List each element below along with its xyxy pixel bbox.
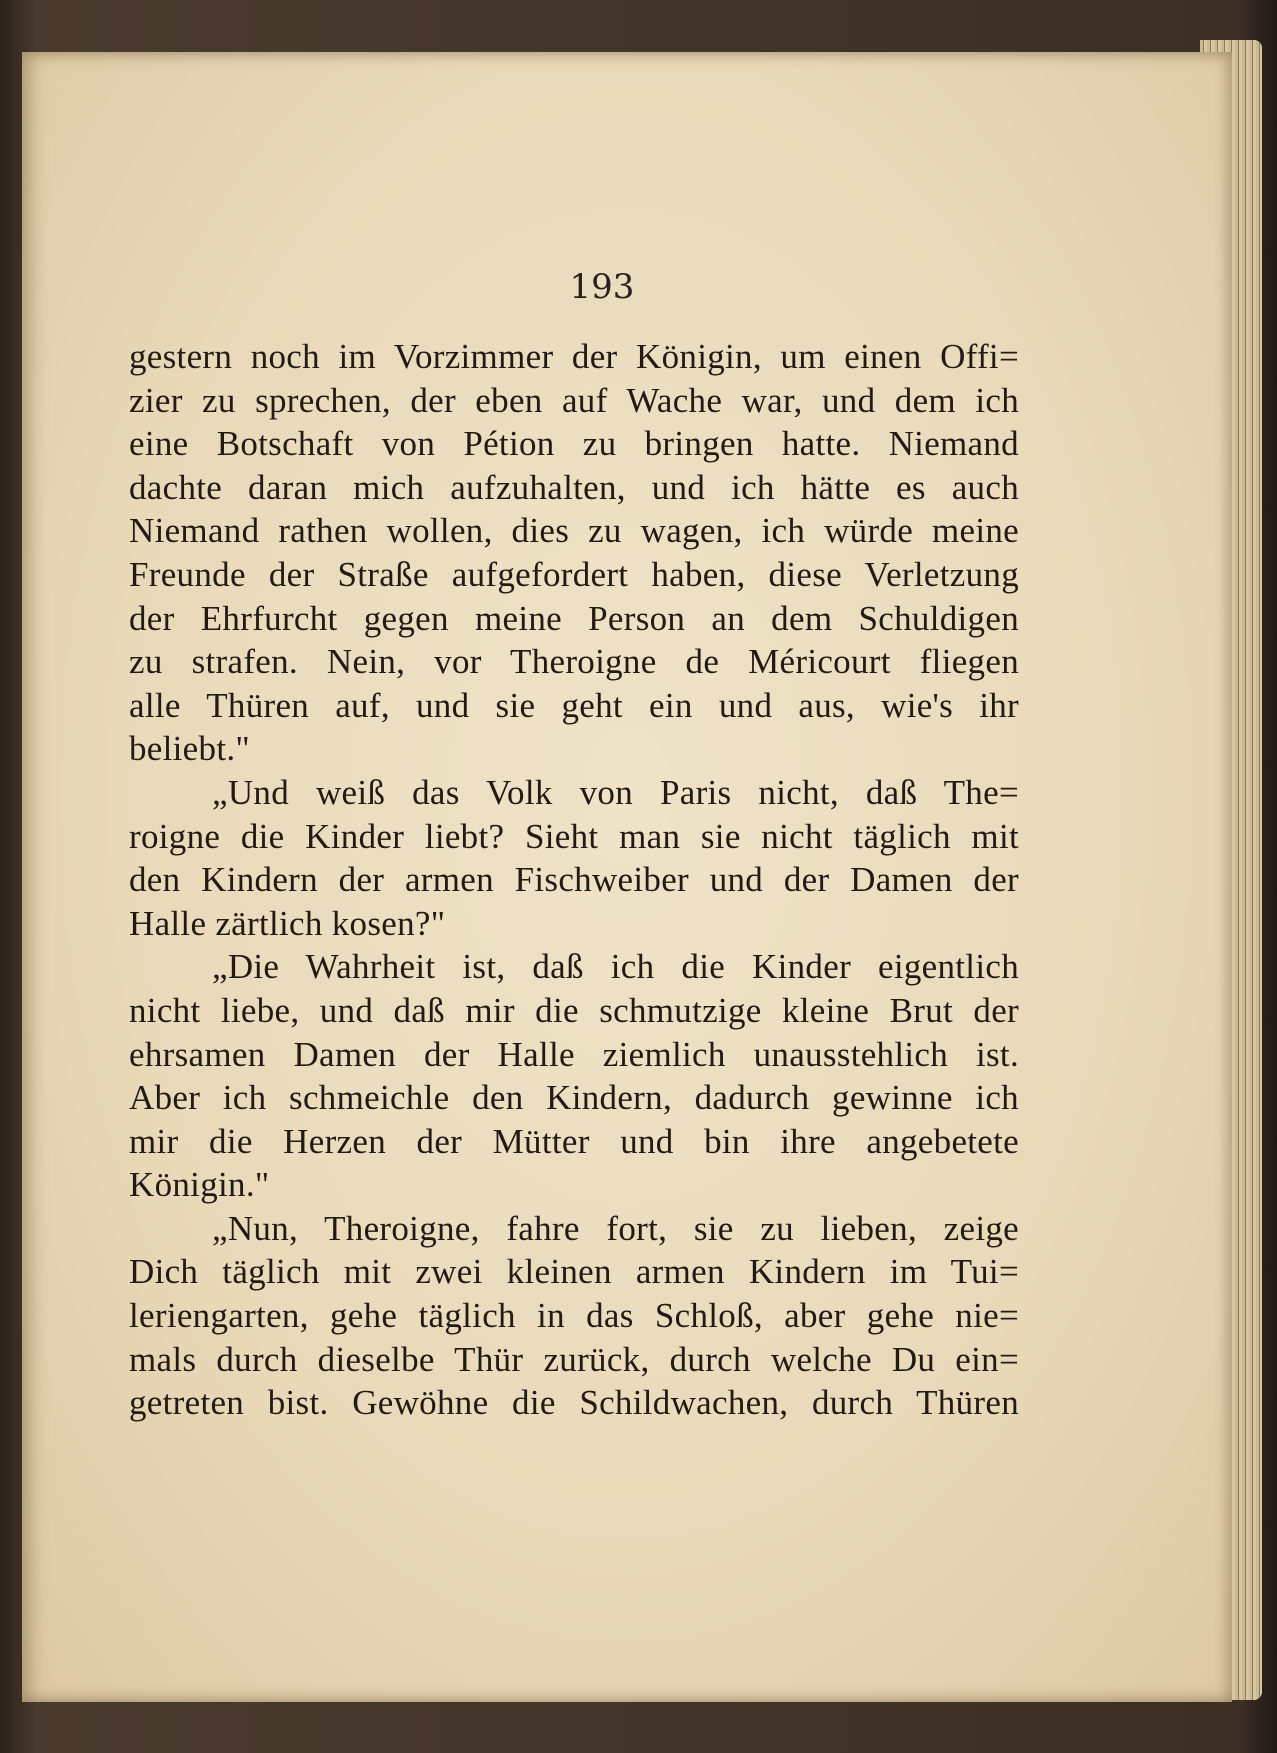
text-line: eine Botschaft von Pétion zu bringen hatte. Niemand bbox=[129, 424, 1019, 464]
text-line: Aber ich schmeichle den Kindern, dadurch gewinne ich bbox=[129, 1078, 1019, 1118]
text-line: Königin." bbox=[129, 1165, 270, 1205]
text-line: getreten bist. Gewöhne die Schildwachen, durch Thüren bbox=[129, 1383, 1019, 1423]
text-line: dachte daran mich aufzuhalten, und ich hätte es auch bbox=[129, 467, 1019, 507]
book-page bbox=[22, 52, 1232, 1702]
text-line: alle Thüren auf, und sie geht ein und aus, wie's ihr bbox=[129, 685, 1019, 725]
text-line: „Die Wahrheit ist, daß ich die Kinder eigentlich bbox=[212, 947, 1019, 987]
text-line: roigne die Kinder liebt? Sieht man sie nicht täglich mit bbox=[129, 816, 1019, 856]
text-line: beliebt." bbox=[129, 729, 250, 769]
text-line: zu strafen. Nein, vor Theroigne de Méricourt fliegen bbox=[129, 642, 1019, 682]
text-line: mir die Herzen der Mütter und bin ihre angebetete bbox=[129, 1121, 1019, 1161]
text-line: Halle zärtlich kosen?" bbox=[129, 903, 446, 943]
text-line: mals durch dieselbe Thür zurück, durch welche Du ein= bbox=[129, 1339, 1019, 1379]
text-line: gestern noch im Vorzimmer der Königin, um einen Offi= bbox=[129, 337, 1019, 376]
text-line: „Nun, Theroigne, fahre fort, sie zu lieben, zeige bbox=[212, 1208, 1019, 1248]
text-line: Freunde der Straße aufgefordert haben, diese Verletzung bbox=[129, 554, 1019, 594]
page-number: 193 bbox=[569, 267, 635, 307]
text-line: ehrsamen Damen der Halle ziemlich unausstehlich ist. bbox=[129, 1034, 1019, 1074]
text-line: Niemand rathen wollen, dies zu wagen, ich würde meine bbox=[129, 511, 1019, 551]
text-line: der Ehrfurcht gegen meine Person an dem Schuldigen bbox=[129, 598, 1019, 638]
body-text bbox=[129, 335, 1019, 1425]
text-line: zier zu sprechen, der eben auf Wache war, und dem ich bbox=[129, 380, 1019, 420]
text-line: nicht liebe, und daß mir die schmutzige kleine Brut der bbox=[129, 990, 1019, 1030]
text-line: „Und weiß das Volk von Paris nicht, daß The= bbox=[212, 772, 1019, 812]
text-line: Dich täglich mit zwei kleinen armen Kindern im Tui= bbox=[129, 1252, 1019, 1292]
text-line: leriengarten, gehe täglich in das Schloß, aber gehe nie= bbox=[129, 1296, 1019, 1336]
text-line: den Kindern der armen Fischweiber und der Damen der bbox=[129, 860, 1019, 900]
